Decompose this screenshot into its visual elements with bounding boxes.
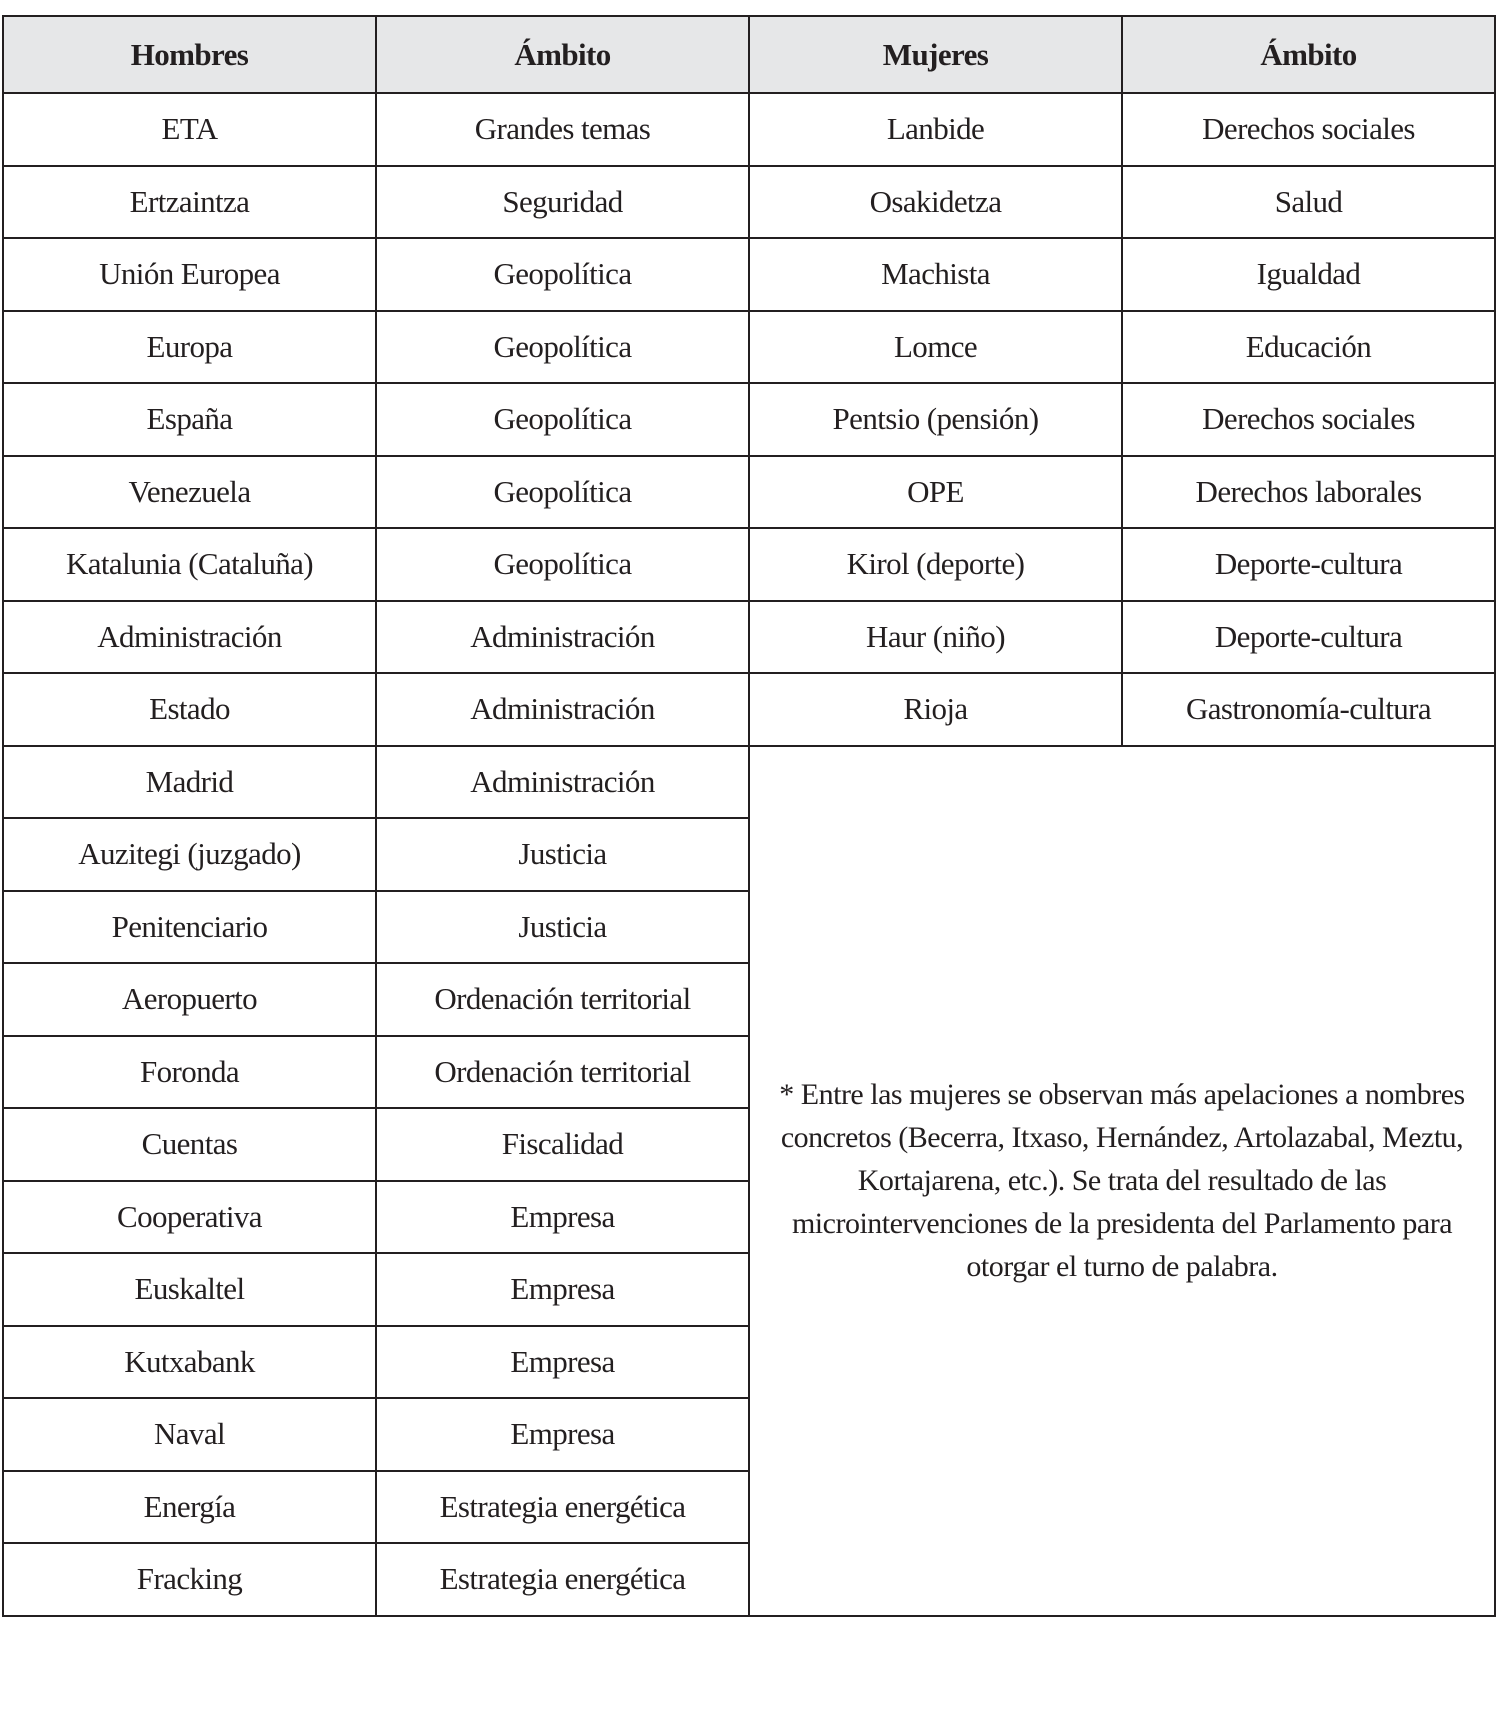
- women-scope-cell: Igualdad: [1122, 238, 1495, 311]
- men-term-cell: Venezuela: [3, 456, 376, 529]
- women-scope-cell: Derechos sociales: [1122, 383, 1495, 456]
- table-row: [3, 238, 1495, 311]
- men-term-cell: España: [3, 383, 376, 456]
- women-scope-cell: Derechos sociales: [1122, 93, 1495, 166]
- header-row: [3, 16, 1495, 93]
- men-term-cell: Unión Europea: [3, 238, 376, 311]
- table-row: [3, 601, 1495, 674]
- men-term-cell: Europa: [3, 311, 376, 384]
- table-container: [2, 15, 1496, 1617]
- women-term-cell: Lomce: [749, 311, 1122, 384]
- men-scope-cell: Geopolítica: [376, 311, 749, 384]
- women-term-cell: Haur (niño): [749, 601, 1122, 674]
- women-term-cell: Rioja: [749, 673, 1122, 746]
- men-term-cell: Cooperativa: [3, 1181, 376, 1254]
- women-term-cell: OPE: [749, 456, 1122, 529]
- men-term-cell: Penitenciario: [3, 891, 376, 964]
- men-scope-cell: Estrategia energética: [376, 1471, 749, 1544]
- men-scope-cell: Geopolítica: [376, 528, 749, 601]
- men-scope-cell: Geopolítica: [376, 238, 749, 311]
- men-scope-cell: Geopolítica: [376, 456, 749, 529]
- men-scope-cell: Ordenación territorial: [376, 1036, 749, 1109]
- men-scope-cell: Empresa: [376, 1398, 749, 1471]
- women-term-cell: Pentsio (pensión): [749, 383, 1122, 456]
- women-scope-cell: Derechos laborales: [1122, 456, 1495, 529]
- men-scope-cell: Estrategia energética: [376, 1543, 749, 1616]
- men-term-cell: Foronda: [3, 1036, 376, 1109]
- men-term-cell: Cuentas: [3, 1108, 376, 1181]
- women-term-cell: Osakidetza: [749, 166, 1122, 239]
- women-term-cell: Kirol (deporte): [749, 528, 1122, 601]
- men-term-cell: Madrid: [3, 746, 376, 819]
- header-women: Mujeres: [749, 16, 1122, 93]
- table-row: [3, 746, 1495, 819]
- women-scope-cell: Deporte-cultura: [1122, 528, 1495, 601]
- women-term-cell: Lanbide: [749, 93, 1122, 166]
- table-row: [3, 383, 1495, 456]
- table-row: [3, 456, 1495, 529]
- men-scope-cell: Empresa: [376, 1253, 749, 1326]
- men-scope-cell: Seguridad: [376, 166, 749, 239]
- men-term-cell: Katalunia (Cataluña): [3, 528, 376, 601]
- men-scope-cell: Geopolítica: [376, 383, 749, 456]
- men-term-cell: Auzitegi (juzgado): [3, 818, 376, 891]
- women-term-cell: Machista: [749, 238, 1122, 311]
- table-row: [3, 311, 1495, 384]
- men-scope-cell: Empresa: [376, 1181, 749, 1254]
- women-scope-cell: Salud: [1122, 166, 1495, 239]
- men-term-cell: Naval: [3, 1398, 376, 1471]
- men-scope-cell: Grandes temas: [376, 93, 749, 166]
- men-term-cell: ETA: [3, 93, 376, 166]
- table-row: [3, 166, 1495, 239]
- men-term-cell: Aeropuerto: [3, 963, 376, 1036]
- men-term-cell: Ertzaintza: [3, 166, 376, 239]
- men-term-cell: Fracking: [3, 1543, 376, 1616]
- header-women-scope: Ámbito: [1122, 16, 1495, 93]
- table-row: [3, 673, 1495, 746]
- terms-by-gender-table: [2, 15, 1496, 1617]
- men-scope-cell: Ordenación territorial: [376, 963, 749, 1036]
- women-scope-cell: Educación: [1122, 311, 1495, 384]
- header-men: Hombres: [3, 16, 376, 93]
- men-term-cell: Energía: [3, 1471, 376, 1544]
- men-scope-cell: Justicia: [376, 891, 749, 964]
- men-scope-cell: Administración: [376, 673, 749, 746]
- men-term-cell: Estado: [3, 673, 376, 746]
- header-men-scope: Ámbito: [376, 16, 749, 93]
- men-scope-cell: Justicia: [376, 818, 749, 891]
- men-scope-cell: Empresa: [376, 1326, 749, 1399]
- men-term-cell: Euskaltel: [3, 1253, 376, 1326]
- footnote-cell: * Entre las mujeres se observan más apelaciones a nombres concretos (Becerra, Itxaso, Hernández, Artolazabal, Meztu, Kortajarena, etc.). Se trata del resultado de las microintervenciones de la presidenta del Parlamento para otorgar el turno de palabra.: [749, 746, 1495, 1616]
- men-scope-cell: Fiscalidad: [376, 1108, 749, 1181]
- women-scope-cell: Gastronomía-cultura: [1122, 673, 1495, 746]
- men-scope-cell: Administración: [376, 746, 749, 819]
- men-term-cell: Administración: [3, 601, 376, 674]
- table-row: [3, 93, 1495, 166]
- men-scope-cell: Administración: [376, 601, 749, 674]
- table-row: [3, 528, 1495, 601]
- men-term-cell: Kutxabank: [3, 1326, 376, 1399]
- women-scope-cell: Deporte-cultura: [1122, 601, 1495, 674]
